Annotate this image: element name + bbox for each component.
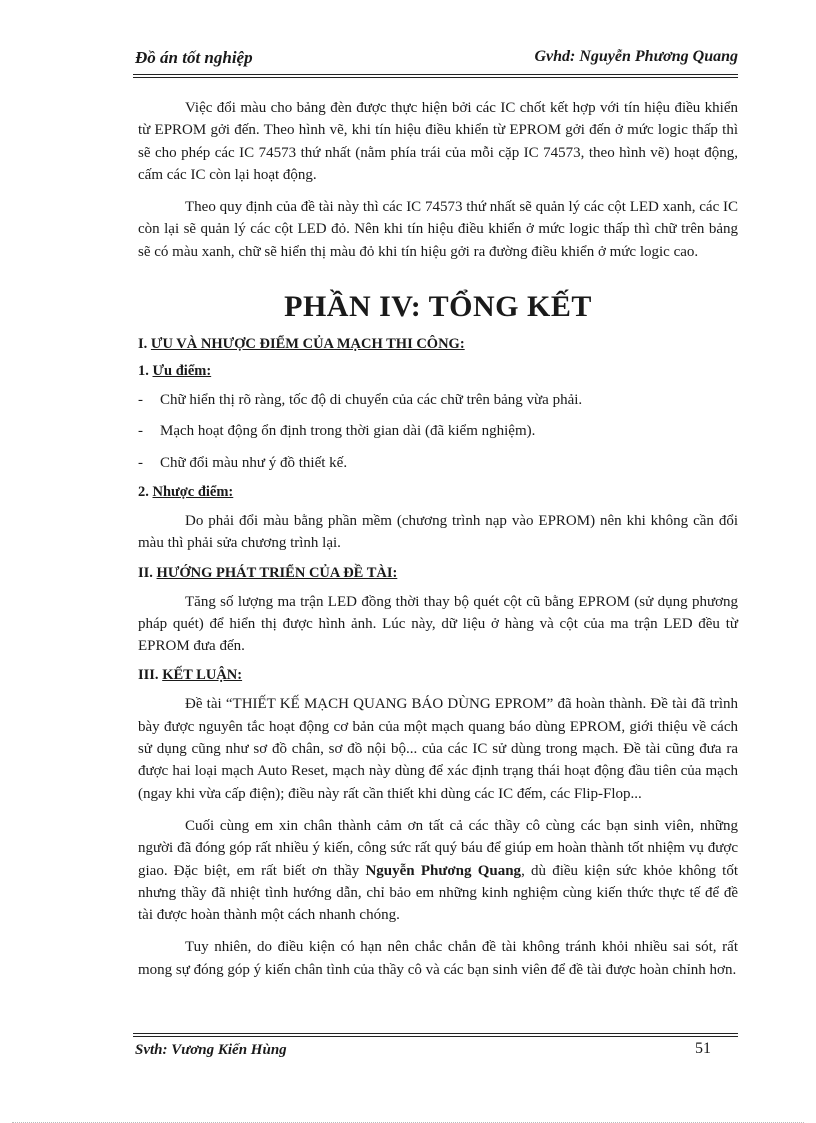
page-number: 51 [695, 1040, 711, 1057]
section-number: I. [138, 336, 148, 353]
footer-rule [133, 1033, 738, 1037]
advantage-item: - Chữ đổi màu như ý đồ thiết kế. [138, 452, 738, 474]
section-heading-conclusion [138, 667, 738, 684]
intro-paragraph: Theo quy định của đề tài này thì các IC 74573 thứ nhất sẽ quản lý các cột LED xanh, các IC còn lại sẽ quản lý các cột LED đỏ. Nên khi tín hiệu điều khiển ở mức logic thấp thì chữ trên bảng sẽ có màu xanh, chữ sẽ hiển thị màu đỏ khi tín hiệu gởi ra đường điều khiển ở mức logic cao. [138, 199, 738, 260]
section-title: KẾT LUẬN: [162, 667, 243, 684]
header-supervisor: Gvhd: Nguyễn Phương Quang [534, 48, 738, 65]
section-title: ƯU VÀ NHƯỢC ĐIỂM CỦA MẠCH THI CÔNG: [150, 336, 465, 353]
page-header [133, 48, 738, 72]
section-title: HƯỚNG PHÁT TRIỂN CỦA ĐỀ TÀI: [156, 564, 398, 581]
development-paragraph: Tăng số lượng ma trận LED đồng thời thay bộ quét cột cũ bằng EPROM (sử dụng phương pháp quét) để hiển thị được hình ảnh. Lúc này, dữ liệu ở hàng và cột của ma trận LED đều từ EPROM đưa đến. [138, 593, 738, 655]
section-heading-pros-cons [138, 336, 738, 353]
header-rule [133, 74, 738, 78]
advantage-item: - Chữ hiển thị rõ ràng, tốc độ di chuyển của các chữ trên bảng vừa phải. [138, 389, 738, 411]
subheading-number: 2. [138, 483, 149, 500]
intro-paragraph: Việc đổi màu cho bảng đèn được thực hiện bởi các IC chốt kết hợp với tín hiệu điều khiển từ EPROM gởi đến. Theo hình vẽ, khi tín hiệu điều khiển từ EPROM gởi đến ở mức logic thấp thì sẽ cho phép các IC 74573 thứ nhất (nằm phía trái của mỗi cặp IC 74573, theo hình vẽ) hoạt động, cấm các IC còn lại hoạt động. [138, 100, 738, 183]
page-body [138, 97, 738, 981]
part-title: PHẦN IV: TỔNG KẾT [284, 290, 592, 324]
bullet-dash: - [138, 423, 143, 440]
subheading-disadvantages [138, 484, 738, 501]
subheading-advantages [138, 363, 738, 380]
disadvantage-paragraph: Do phải đổi màu bằng phần mềm (chương trình nạp vào EPROM) nên khi không cần đổi màu thì phải sửa chương trình lại. [138, 512, 738, 552]
subheading-title: Nhược điểm: [152, 483, 234, 500]
footer-author: Svth: Vương Kiến Hùng [135, 1042, 287, 1058]
closing-paragraph: Tuy nhiên, do điều kiện có hạn nên chắc chắn đề tài không tránh khỏi nhiều sai sót, rất mong sự đóng góp ý kiến chân tình của thầy cô và các bạn sinh viên để đề tài được hoàn chỉnh hơn. [138, 939, 738, 978]
section-number: III. [138, 667, 159, 684]
advantage-item: - Mạch hoạt động ổn định trong thời gian dài (đã kiểm nghiệm). [138, 420, 738, 442]
supervisor-name: Nguyễn Phương Quang [365, 862, 522, 879]
subheading-number: 1. [138, 363, 149, 380]
bullet-dash: - [138, 392, 143, 409]
conclusion-paragraph: Đề tài “THIẾT KẾ MẠCH QUANG BÁO DÙNG EPROM” đã hoàn thành. Đề tài đã trình bày được nguyên tắc hoạt động cơ bản của một mạch quang báo dùng EPROM, giới thiệu về cách sử dụng cũng như sơ đồ chân, sơ đồ nội bộ... của các IC sử dùng trong mạch. Đề tài cũng đưa ra được hai loại mạch Auto Reset, mạch này dùng để xác định trạng thái hoạt động đầu tiên của mạch (ngay khi vừa cấp điện); điều này rất cần thiết khi dùng các IC đếm, các Flip-Flop... [138, 696, 738, 802]
section-number: II. [138, 564, 153, 581]
bullet-dash: - [138, 454, 143, 471]
section-heading-development [138, 565, 738, 582]
acknowledgement-paragraph: Cuối cùng em xin chân thành cảm ơn tất cả các thầy cô cùng các bạn sinh viên, những người đã đóng góp rất nhiều ý kiến, công sức rất quý báu để giúp em hoàn thành tốt nhiệm vụ được giao. Đặc biệt, em rất biết ơn thầy Nguyễn Phương Quang, dù điều kiện sức khỏe không tốt nhưng thầy đã nhiệt tình hướng dẫn, chỉ bảo em những kinh nghiệm cùng kiến thức thực tế để đề tài được hoàn thành một cách nhanh chóng. [138, 817, 738, 924]
subheading-title: Ưu điểm: [152, 363, 212, 380]
header-document-title: Đồ án tốt nghiệp [135, 48, 253, 67]
